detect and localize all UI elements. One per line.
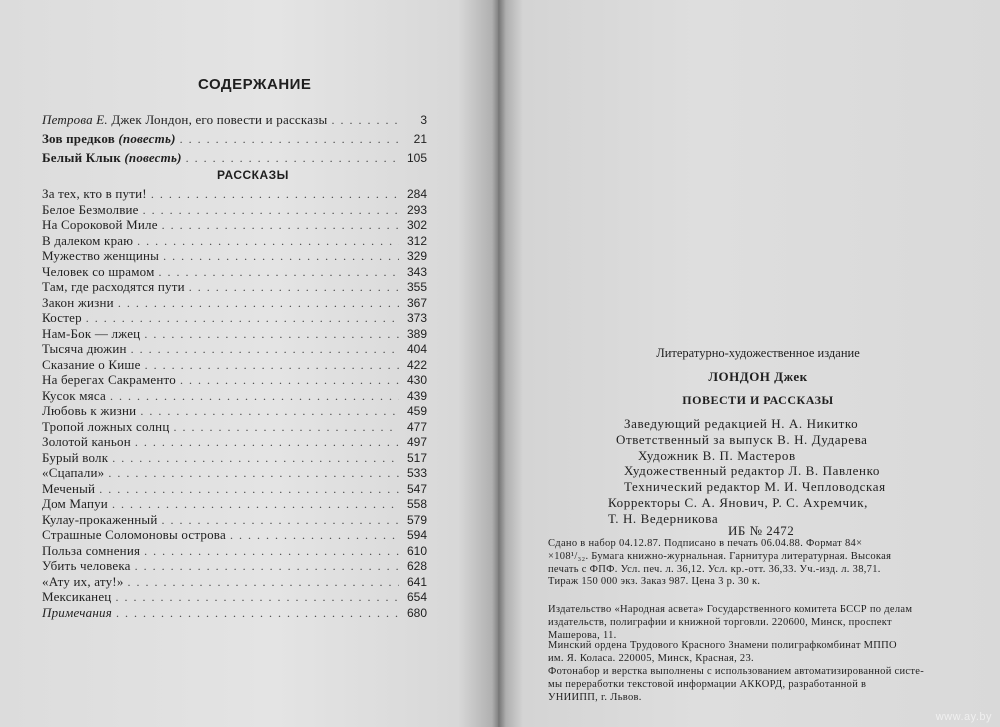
toc-entry-page: 367 (406, 295, 427, 310)
toc-leader-dots (226, 528, 399, 544)
credit-line: Ответственный за выпуск В. Н. Дударева (616, 431, 868, 447)
book-title: ПОВЕСТИ И РАССКАЗЫ (682, 393, 834, 407)
toc-entry-page: 628 (406, 559, 427, 573)
toc-heading: СОДЕРЖАНИЕ (198, 76, 312, 93)
author-name: ЛОНДОН Джек (708, 369, 808, 384)
toc-entry (42, 341, 427, 357)
credit-line: Художественный редактор Л. В. Павленко (624, 463, 880, 479)
toc-entry-page: 641 (406, 574, 427, 589)
toc-entry (42, 248, 427, 264)
toc-entry-page: 594 (406, 528, 427, 542)
toc-entry-page: 517 (406, 450, 427, 465)
toc-entry-title: За тех, кто в пути! (42, 186, 147, 201)
toc-entry-page: 439 (406, 388, 427, 403)
toc-entry-title: На берегах Сакраменто (42, 372, 176, 387)
toc-entry-title: Дом Мапуи (42, 496, 108, 511)
toc-entry (42, 372, 427, 388)
toc-entry-title: В далеком краю (42, 232, 134, 248)
toc-entry-page: 680 (406, 605, 427, 620)
toc-entry-page: 343 (406, 264, 427, 279)
toc-entry-title: Золотой каньон (42, 434, 131, 449)
toc-front-entries (42, 110, 427, 167)
toc-entry-title: Страшные Соломоновы острова (42, 527, 226, 542)
toc-entry-title: Нам-Бок — лжец (42, 325, 141, 341)
print-detail-line: печать с ФПФ. Усл. печ. л. 36,12. Усл. кр.-отт. 36,33. Уч.-изд. л. 38,71. (548, 563, 881, 575)
toc-entry-page: 302 (406, 218, 427, 232)
toc-entry-page: 430 (406, 373, 427, 387)
toc-leader-dots (182, 149, 399, 168)
toc-entry-page: 293 (406, 202, 427, 217)
print-details (548, 538, 968, 589)
toc-leader-dots (176, 373, 399, 389)
toc-leader-dots (140, 544, 399, 560)
toc-entry-title: Тысяча дюжин (42, 341, 127, 356)
toc-leader-dots (114, 296, 399, 312)
toc-leader-dots (176, 130, 399, 149)
toc-entry (42, 512, 427, 528)
toc-entry-title: Кусок мяса (42, 387, 106, 403)
typesetting-line: мы переработки текстовой информации АККОРД, разработанной в (548, 678, 867, 690)
toc-leader-dots (147, 187, 399, 203)
toc-entry-title: Меченый (42, 480, 96, 496)
toc-entry-page: 547 (406, 481, 427, 496)
toc-entry (42, 450, 427, 466)
toc-leader-dots (82, 311, 399, 327)
stories-heading: РАССКАЗЫ (217, 168, 289, 182)
toc-leader-dots (159, 249, 399, 265)
left-page (0, 0, 498, 727)
print-detail-line: Тираж 150 000 экз. Заказ 987. Цена 3 р. 30 к. (548, 576, 761, 588)
toc-leader-dots (139, 203, 399, 219)
book-gutter (492, 0, 506, 727)
toc-leader-dots (108, 451, 399, 467)
credit-line: Технический редактор М. И. Чепловодская (624, 479, 886, 495)
toc-leader-dots (106, 389, 399, 405)
toc-leader-dots (131, 435, 399, 451)
printer-info (548, 640, 968, 666)
toc-entry-title: Зов предков (повесть) (42, 131, 176, 146)
toc-entry (42, 129, 427, 148)
toc-entry-title: Закон жизни (42, 294, 114, 310)
toc-leader-dots (185, 280, 399, 296)
toc-entry-title: Белое Безмолвие (42, 201, 139, 217)
toc-entry (42, 388, 427, 404)
toc-entry-title: Тропой ложных солнц (42, 418, 170, 434)
toc-leader-dots (104, 466, 399, 482)
edition-type: Литературно-художественное издание (656, 346, 860, 360)
toc-entry (42, 110, 427, 129)
toc-leader-dots (141, 358, 399, 374)
publisher-line: Машерова, 11. (548, 629, 617, 641)
toc-entry-title: Польза сомнения (42, 542, 141, 558)
toc-entry (42, 465, 427, 481)
toc-entry-title: «Сцапали» (42, 465, 105, 480)
toc-entry (42, 496, 427, 512)
toc-entry-page: 558 (406, 497, 427, 511)
toc-entry-page: 312 (406, 233, 427, 248)
toc-entry-page: 459 (406, 404, 427, 418)
toc-entry-title: Мексиканец (42, 589, 112, 604)
toc-leader-dots (108, 497, 399, 513)
printer-line: Минский ордена Трудового Красного Знамени полиграфкомбинат МППО (548, 640, 897, 651)
toc-entry-title: Кулау-прокаженный (42, 511, 158, 527)
toc-entry-page: 533 (406, 466, 427, 480)
toc-entry (42, 295, 427, 311)
toc-entry (42, 543, 427, 559)
toc-entry-title: Костер (42, 310, 82, 325)
toc-entry-page: 654 (406, 590, 427, 604)
toc-leader-dots (157, 513, 399, 529)
toc-entry (42, 357, 427, 373)
toc-entry (42, 186, 427, 202)
toc-entry-title: Мужество женщины (42, 248, 160, 263)
credit-line: Корректоры С. А. Янович, Р. С. Ахремчик, (608, 494, 868, 510)
credit-line: Т. Н. Ведерникова (608, 510, 719, 526)
toc-entry (42, 558, 427, 574)
toc-entry-page: 422 (406, 357, 427, 372)
toc-entry (42, 148, 427, 167)
toc-entry-title: «Ату их, ату!» (42, 573, 124, 589)
toc-entry (42, 419, 427, 435)
toc-entry-title: Там, где расходятся пути (42, 279, 185, 294)
toc-entry-title: Убить человека (42, 558, 131, 573)
toc-entry-page: 404 (406, 342, 427, 356)
toc-entry (42, 589, 427, 605)
toc-entry-title: На Сороковой Миле (42, 217, 158, 232)
toc-entry (42, 481, 427, 497)
print-detail-line: ×108¹/₃₂. Бумага книжно-журнальная. Гарнитура литературная. Высокая (548, 550, 892, 562)
publisher-line: издательств, полиграфии и книжной торговли. 220600, Минск, проспект (548, 616, 892, 628)
toc-entry-title: Бурый волк (42, 449, 109, 465)
ib-number: ИБ № 2472 (728, 523, 795, 538)
toc-entry (42, 233, 427, 249)
toc-leader-dots (111, 590, 399, 606)
toc-entry (42, 605, 427, 621)
toc-leader-dots (155, 265, 399, 281)
watermark: www.ay.by (935, 711, 992, 723)
toc-leader-dots (124, 575, 399, 591)
toc-entry-title: Белый Клык (повесть) (42, 150, 182, 165)
toc-entry-page: 105 (406, 151, 427, 165)
publisher-info (548, 604, 968, 642)
publisher-line: Издательство «Народная асвета» Государственного комитета БССР по делам (548, 604, 913, 615)
toc-entry (42, 202, 427, 218)
toc-leader-dots (158, 218, 399, 234)
toc-leader-dots (112, 606, 399, 622)
toc-leader-dots (95, 482, 399, 498)
toc-leader-dots (133, 234, 399, 250)
toc-entry (42, 217, 427, 233)
printer-line: им. Я. Коласа. 220005, Минск, Красная, 23. (548, 652, 754, 664)
toc-entry (42, 527, 427, 543)
toc-entry-page: 3 (420, 113, 427, 127)
credits-list (608, 416, 968, 527)
toc-entry-title: Сказание о Кише (42, 356, 141, 372)
toc-entry-page: 329 (406, 249, 427, 263)
toc-entry-page: 284 (406, 187, 427, 201)
toc-entry-page: 579 (406, 512, 427, 527)
toc-entry (42, 279, 427, 295)
credit-line: Художник В. П. Мастеров (638, 447, 796, 463)
toc-entry-title: Любовь к жизни (42, 403, 137, 418)
toc-entry (42, 403, 427, 419)
toc-leader-dots (131, 559, 399, 575)
toc-leader-dots (327, 111, 399, 130)
toc-entry (42, 264, 427, 280)
toc-entry-page: 389 (406, 326, 427, 341)
toc-stories-list (42, 186, 427, 620)
credit-line: Заведующий редакцией Н. А. Никитко (624, 416, 859, 431)
typesetting-info (548, 666, 968, 704)
toc-leader-dots (170, 420, 400, 436)
toc-entry (42, 434, 427, 450)
toc-entry-page: 355 (406, 280, 427, 294)
typesetting-line: Фотонабор и верстка выполнены с использованием автоматизированной систе- (548, 666, 925, 677)
toc-entry (42, 310, 427, 326)
toc-entry-page: 373 (406, 311, 427, 325)
toc-leader-dots (136, 404, 399, 420)
typesetting-line: УНИИПП, г. Львов. (548, 691, 642, 703)
print-detail-line: Сдано в набор 04.12.87. Подписано в печать 06.04.88. Формат 84× (548, 538, 863, 549)
toc-entry (42, 326, 427, 342)
toc-entry-page: 477 (406, 419, 427, 434)
toc-leader-dots (140, 327, 399, 343)
toc-entry-title: Петрова Е. Джек Лондон, его повести и рассказы (42, 112, 328, 127)
toc-entry-title: Человек со шрамом (42, 263, 155, 279)
toc-leader-dots (127, 342, 399, 358)
toc-entry-page: 610 (406, 543, 427, 558)
toc-entry (42, 574, 427, 590)
toc-entry-title: Примечания (42, 604, 112, 620)
toc-entry-page: 497 (406, 435, 427, 449)
toc-entry-page: 21 (413, 132, 427, 146)
